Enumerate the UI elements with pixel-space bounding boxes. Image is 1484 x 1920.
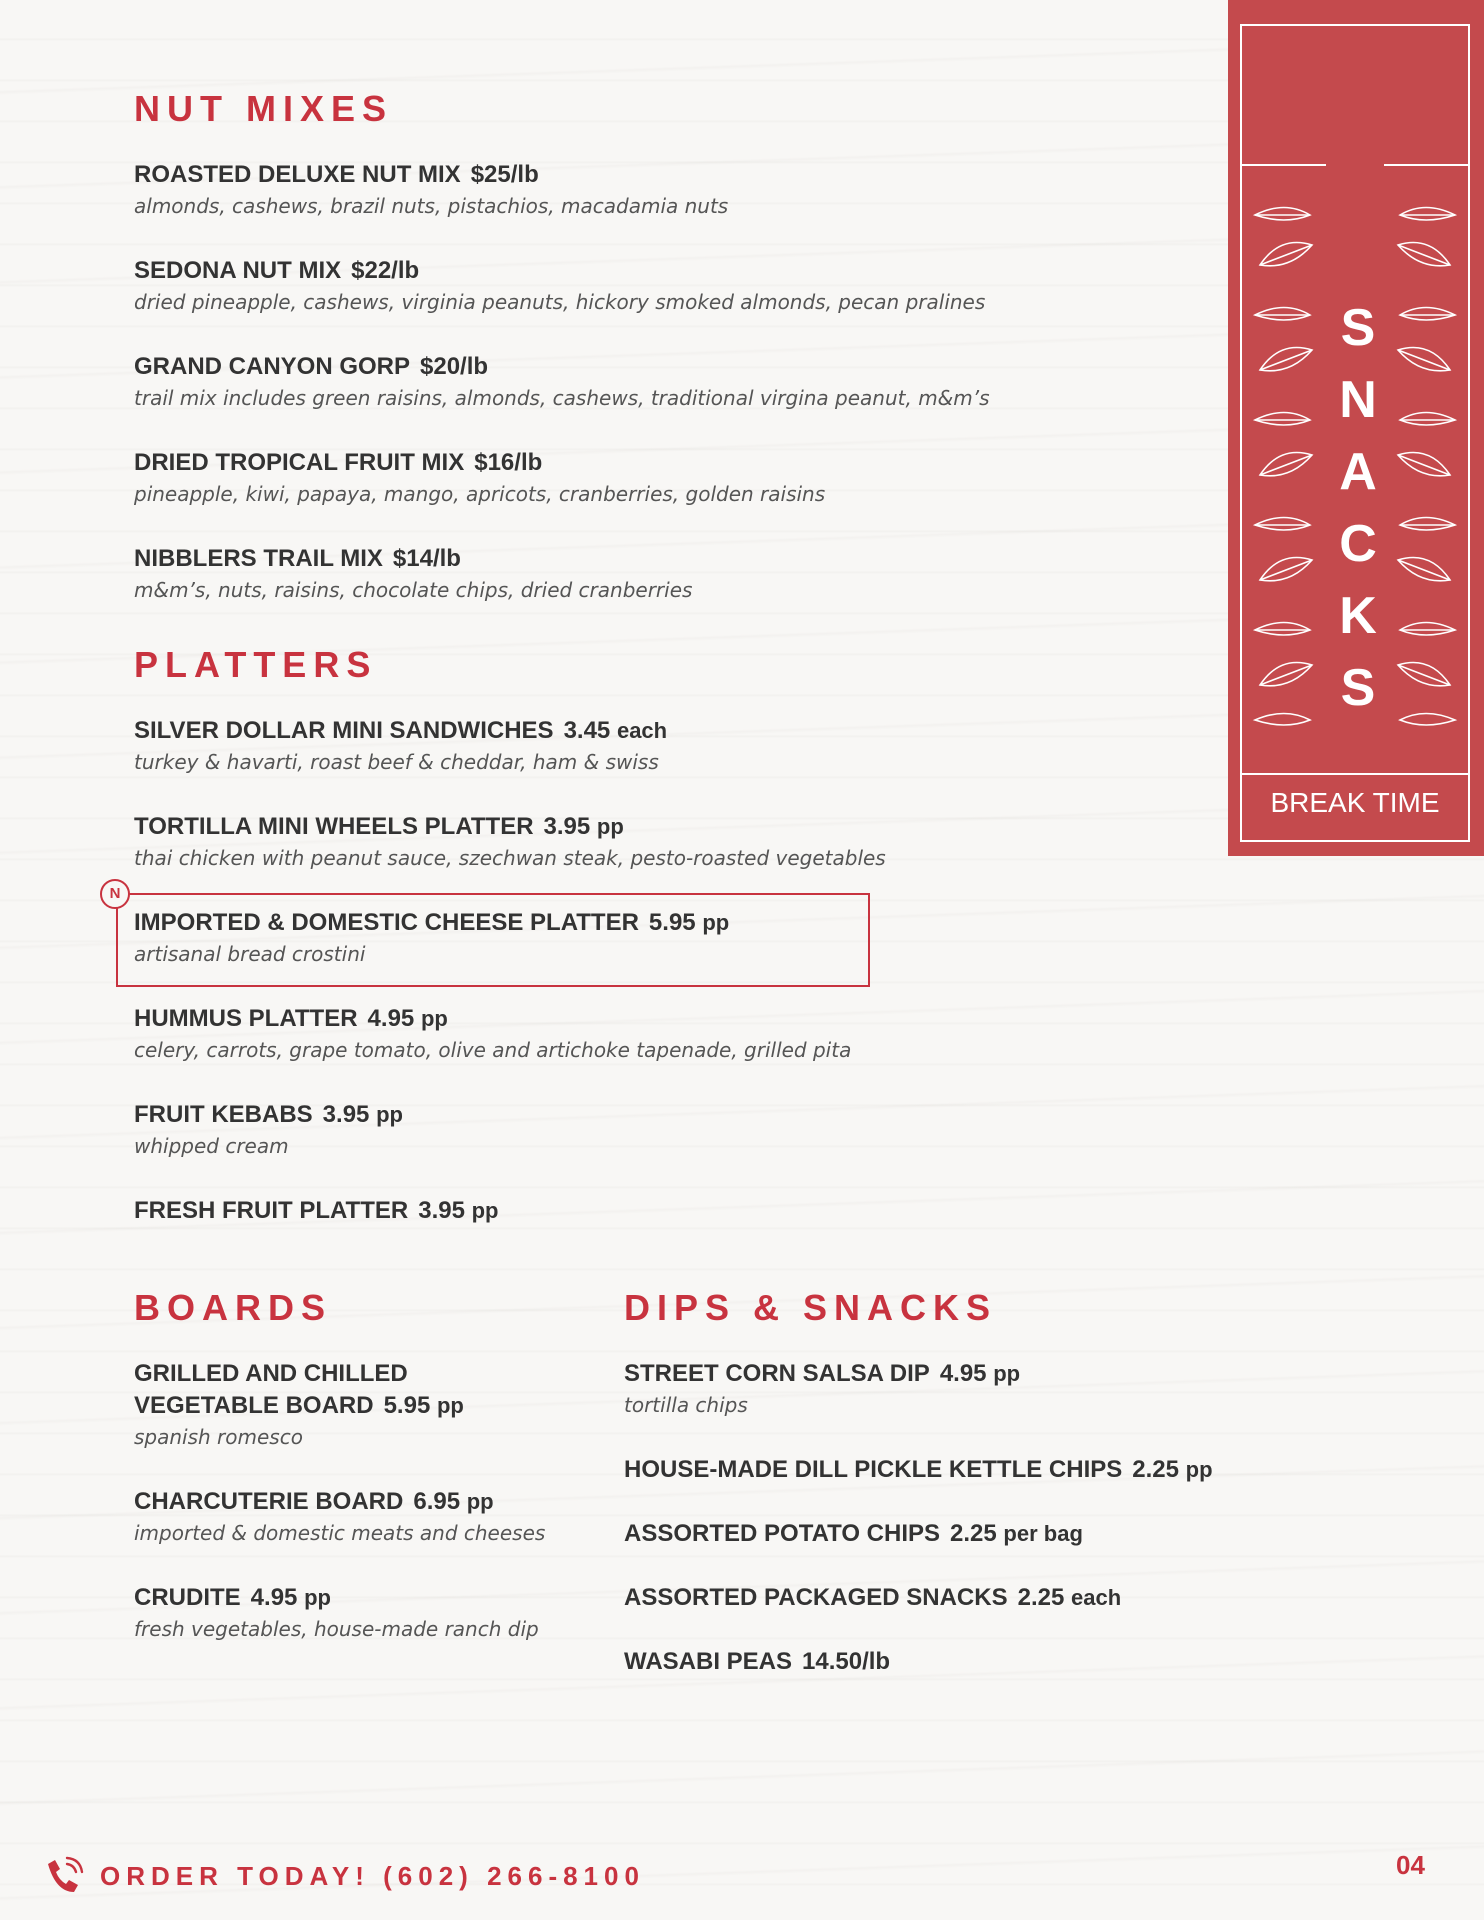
item-name-row — [624, 1454, 1213, 1486]
item-unit: pp — [471, 1198, 499, 1223]
menu-item — [134, 1358, 464, 1452]
item-name-row — [134, 1195, 499, 1227]
menu-item — [134, 351, 990, 413]
item-name-row — [134, 1003, 851, 1035]
sidebar-divider — [1384, 164, 1470, 166]
item-name-row — [624, 1646, 890, 1678]
item-price: 3.45 — [563, 717, 611, 744]
item-price: 5.95 — [648, 909, 696, 936]
item-name: GRAND CANYON GORP — [134, 353, 411, 380]
menu-item — [134, 1003, 851, 1065]
item-name-row — [134, 715, 667, 747]
item-name-row — [134, 543, 692, 575]
menu-item — [624, 1582, 1121, 1614]
item-name-row — [134, 255, 985, 287]
item-name: CHARCUTERIE BOARD — [134, 1488, 404, 1515]
item-name-row — [624, 1582, 1121, 1614]
item-price: 4.95 — [939, 1360, 987, 1387]
item-description: almonds, cashews, brazil nuts, pistachios, macadamia nuts — [134, 194, 729, 218]
item-name-row — [624, 1358, 1020, 1390]
item-unit: pp — [304, 1585, 331, 1610]
menu-item — [134, 1582, 539, 1644]
item-name: STREET CORN SALSA DIP — [624, 1360, 930, 1387]
item-unit: pp — [702, 910, 730, 935]
item-price: $20/lb — [420, 353, 489, 380]
item-name: ASSORTED POTATO CHIPS — [624, 1520, 941, 1547]
menu-item-featured — [134, 907, 729, 969]
item-unit: pp — [993, 1361, 1021, 1386]
item-name: VEGETABLE BOARD — [134, 1392, 374, 1419]
item-price: $16/lb — [474, 449, 543, 476]
item-unit: pp — [376, 1102, 403, 1127]
item-description: tortilla chips — [624, 1393, 748, 1417]
sidebar-divider — [1240, 164, 1326, 166]
section-title-dips-snacks: DIPS & SNACKS — [624, 1287, 998, 1328]
item-name: FRUIT KEBABS — [134, 1101, 313, 1128]
menu-item — [624, 1518, 1083, 1550]
menu-item — [624, 1454, 1213, 1486]
leaf-pattern-icon — [1390, 195, 1460, 735]
item-description: dried pineapple, cashews, virginia peanuts, hickory smoked almonds, pecan pralines — [134, 290, 986, 314]
item-price: 3.95 — [543, 813, 591, 840]
item-description: thai chicken with peanut sauce, szechwan steak, pesto-roasted vegetables — [134, 846, 886, 870]
item-description: artisanal bread crostini — [134, 942, 366, 966]
item-price: 5.95 — [383, 1392, 431, 1419]
menu-item — [624, 1646, 890, 1678]
menu-item — [134, 1195, 499, 1227]
item-price: $14/lb — [392, 545, 461, 572]
item-price: $22/lb — [351, 257, 420, 284]
item-description: whipped cream — [134, 1134, 289, 1158]
item-unit: pp — [466, 1489, 494, 1514]
item-name-row — [134, 1486, 545, 1518]
item-name: DRIED TROPICAL FRUIT MIX — [134, 449, 465, 476]
sidebar-letter: K — [1339, 587, 1377, 645]
item-price: 14.50/lb — [802, 1648, 891, 1675]
menu-item — [624, 1358, 1020, 1420]
item-name: IMPORTED & DOMESTIC CHEESE PLATTER — [134, 909, 639, 936]
section-title-boards: BOARDS — [134, 1287, 333, 1328]
sidebar-divider — [1240, 773, 1470, 775]
item-name-row — [624, 1518, 1083, 1550]
phone-icon — [42, 1856, 86, 1896]
item-description: pineapple, kiwi, papaya, mango, apricots, cranberries, golden raisins — [134, 482, 826, 506]
sidebar-letter: S — [1340, 659, 1376, 717]
item-price: 2.25 — [950, 1520, 997, 1547]
item-description: turkey & havarti, roast beef & cheddar, ham & swiss — [134, 750, 659, 774]
menu-item — [134, 543, 692, 605]
sidebar-letter: S — [1340, 299, 1376, 357]
menu-item — [134, 159, 728, 221]
item-name: SILVER DOLLAR MINI SANDWICHES — [134, 717, 554, 744]
item-name-row — [134, 447, 825, 479]
item-name: ROASTED DELUXE NUT MIX — [134, 161, 461, 188]
menu-item — [134, 255, 985, 317]
sidebar-letter: N — [1339, 371, 1377, 429]
page-number: 04 — [1396, 1850, 1425, 1880]
item-name: WASABI PEAS — [624, 1648, 793, 1675]
item-price: 2.25 — [1132, 1456, 1179, 1483]
item-description: imported & domestic meats and cheeses — [134, 1521, 546, 1545]
item-price: $25/lb — [470, 161, 539, 188]
menu-item — [134, 811, 886, 873]
menu-item — [134, 1486, 545, 1548]
item-description: celery, carrots, grape tomato, olive and artichoke tapenade, grilled pita — [134, 1038, 852, 1062]
item-unit: pp — [436, 1393, 464, 1418]
item-price: 2.25 — [1017, 1584, 1065, 1611]
item-name-row — [134, 1582, 539, 1614]
item-price: 3.95 — [322, 1101, 370, 1128]
item-unit: pp — [596, 814, 624, 839]
item-name: ASSORTED PACKAGED SNACKS — [624, 1584, 1008, 1611]
sidebar-subtitle: BREAK TIME — [1270, 787, 1440, 818]
item-description: fresh vegetables, house-made ranch dip — [134, 1617, 539, 1641]
item-unit: pp — [1185, 1457, 1213, 1482]
sidebar-letter: C — [1339, 515, 1377, 573]
item-price: 6.95 — [413, 1488, 461, 1515]
item-unit: each — [1070, 1585, 1122, 1610]
item-name: FRESH FRUIT PLATTER — [134, 1197, 409, 1224]
item-price: 3.95 — [418, 1197, 465, 1224]
item-name-row — [134, 907, 729, 939]
section-title-platters: PLATTERS — [134, 644, 378, 685]
item-unit: per bag — [1003, 1521, 1083, 1546]
order-footer — [42, 1853, 645, 1899]
nut-badge-icon: N — [100, 879, 130, 909]
sidebar-letter: A — [1339, 443, 1377, 501]
item-name: TORTILLA MINI WHEELS PLATTER — [134, 813, 534, 840]
order-phone-text: ORDER TODAY! (602) 266-8100 — [100, 1860, 645, 1891]
item-unit: pp — [420, 1006, 448, 1031]
item-name: CRUDITE — [134, 1584, 241, 1611]
item-name-row — [134, 1099, 403, 1131]
item-price: 4.95 — [367, 1005, 415, 1032]
menu-item — [134, 715, 667, 777]
leaf-pattern-icon — [1250, 195, 1320, 735]
item-name-row — [134, 1390, 464, 1422]
item-name-row — [134, 811, 886, 843]
item-name-line1: GRILLED AND CHILLED — [134, 1360, 408, 1387]
item-unit: each — [616, 718, 668, 743]
item-price: 4.95 — [250, 1584, 298, 1611]
item-description: m&m’s, nuts, raisins, chocolate chips, dried cranberries — [134, 578, 693, 602]
item-name: HOUSE-MADE DILL PICKLE KETTLE CHIPS — [624, 1456, 1123, 1483]
item-name: HUMMUS PLATTER — [134, 1005, 358, 1032]
item-name-row — [134, 351, 990, 383]
sidebar-title — [1330, 292, 1386, 724]
item-description: spanish romesco — [134, 1425, 303, 1449]
item-name: NIBBLERS TRAIL MIX — [134, 545, 383, 572]
item-name: SEDONA NUT MIX — [134, 257, 342, 284]
item-name-row — [134, 159, 728, 191]
section-title-nut-mixes: NUT MIXES — [134, 88, 394, 129]
menu-item — [134, 447, 825, 509]
item-description: trail mix includes green raisins, almonds, cashews, traditional virgina peanut, m&m’s — [134, 386, 990, 410]
menu-item — [134, 1099, 403, 1161]
